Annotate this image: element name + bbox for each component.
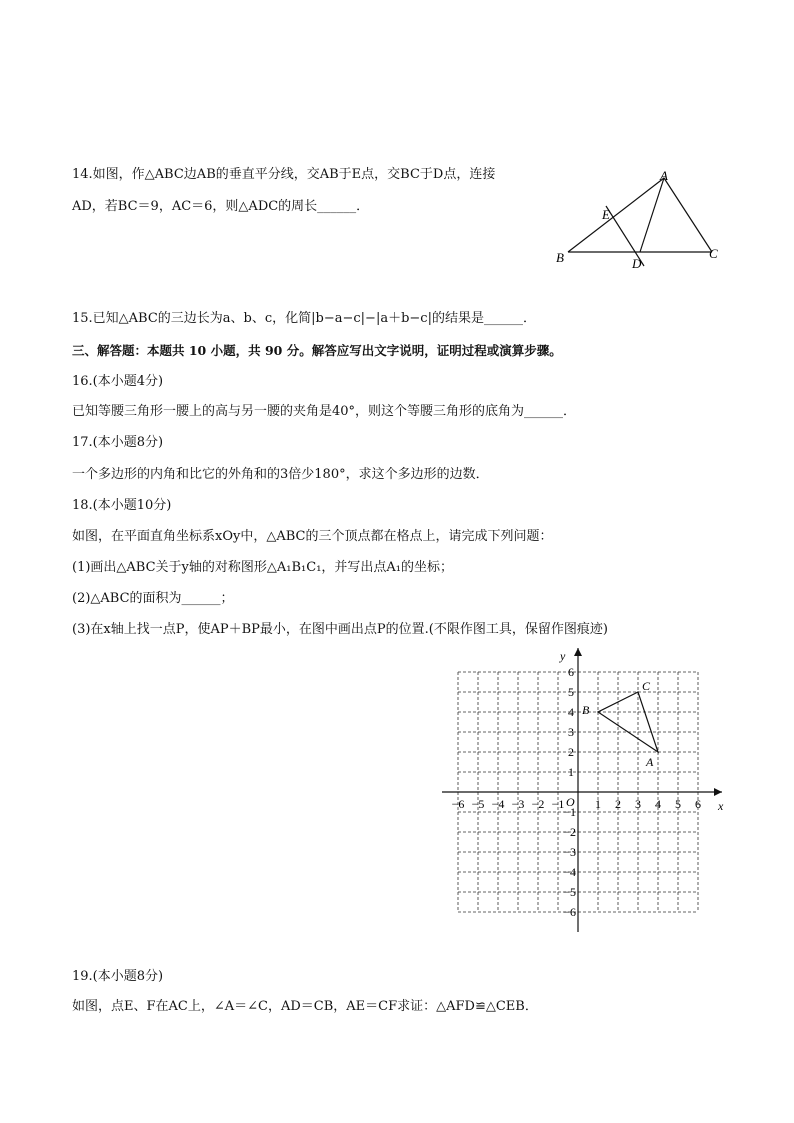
q19-header: 19.(本小题8分)	[72, 969, 164, 984]
q14-triangle-figure	[548, 166, 728, 274]
q18-intro: 如图，在平面直角坐标系xOy中，△ABC的三个顶点都在格点上，请完成下列问题：	[72, 529, 553, 544]
q18-part1: (1)画出△ABC关于y轴的对称图形△A₁B₁C₁，并写出点A₁的坐标；	[72, 560, 454, 575]
y-tick-label: −3	[563, 845, 576, 859]
y-tick-label: 4	[568, 705, 574, 719]
point-b-label: B	[582, 703, 590, 717]
x-tick-label: −4	[491, 797, 505, 811]
q16-text: 已知等腰三角形一腰上的高与另一腰的夹角是40°，则这个等腰三角形的底角为______．	[72, 404, 577, 419]
q14-label-b: B	[556, 250, 564, 265]
y-tick-label: −1	[563, 805, 576, 819]
x-tick-label: 3	[635, 797, 641, 811]
y-tick-label: −6	[563, 905, 576, 919]
y-axis-label: y	[560, 649, 566, 663]
x-tick-label: 5	[675, 797, 681, 811]
x-axis-label: x	[718, 799, 724, 813]
q15-line1: 15.已知△ABC的三边长为a、b、c，化简|b−a−c|−|a＋b−c|的结果是______．	[72, 311, 536, 326]
q19-text: 如图，点E、F在AC上，∠A＝∠C，AD＝CB，AE＝CF求证：△AFD≌△CEB．	[72, 999, 538, 1014]
origin-label: O	[566, 795, 575, 809]
x-tick-label: 2	[615, 797, 621, 811]
q17-header: 17.(本小题8分)	[72, 435, 164, 450]
x-tick-label: −3	[511, 797, 525, 811]
x-tick-label: 1	[595, 797, 601, 811]
q14-line1: 14.如图，作△ABC边AB的垂直平分线，交AB于E点，交BC于D点，连接	[72, 167, 496, 182]
q18-coordinate-grid	[430, 644, 730, 936]
y-tick-label: 3	[568, 725, 574, 739]
x-tick-label: 4	[655, 797, 661, 811]
x-tick-label: −6	[451, 797, 465, 811]
q18-part3: (3)在x轴上找一点P，使AP＋BP最小，在图中画出点P的位置.(不限作图工具，保留作图痕迹)	[72, 622, 608, 637]
y-axis-arrow	[574, 648, 582, 656]
q14-label-a: A	[660, 168, 668, 183]
point-c-label: C	[642, 679, 651, 693]
y-tick-label: 2	[568, 745, 574, 759]
q14-line2: AD，若BC＝9，AC＝6，则△ADC的周长______．	[72, 199, 370, 214]
y-tick-label: 5	[568, 685, 574, 699]
y-tick-label: −5	[563, 885, 576, 899]
section3-heading: 三、解答题：本题共 10 小题，共 90 分。解答应写出文字说明，证明过程或演算步骤。	[72, 343, 562, 358]
q18-part2: (2)△ABC的面积为______；	[72, 591, 234, 606]
q16-header: 16.(本小题4分)	[72, 374, 164, 389]
y-tick-label: 1	[568, 765, 574, 779]
point-a-label: A	[646, 755, 654, 769]
triangle-abc	[598, 692, 658, 752]
y-tick-label: −4	[563, 865, 576, 879]
q18-header: 18.(本小题10分)	[72, 498, 172, 513]
x-tick-label: 6	[695, 797, 701, 811]
q14-label-d: D	[632, 256, 642, 271]
x-tick-label: −1	[551, 797, 565, 811]
x-axis-arrow	[714, 788, 722, 796]
y-tick-label: −2	[563, 825, 576, 839]
q14-label-c: C	[709, 246, 718, 261]
x-tick-label: −5	[471, 797, 485, 811]
q14-label-e: E	[602, 207, 610, 222]
triangle-abc-outline	[598, 692, 658, 752]
q17-text: 一个多边形的内角和比它的外角和的3倍少180°，求这个多边形的边数．	[72, 467, 489, 482]
axes	[442, 648, 722, 932]
y-tick-label: 6	[568, 665, 574, 679]
x-tick-label: −2	[531, 797, 545, 811]
